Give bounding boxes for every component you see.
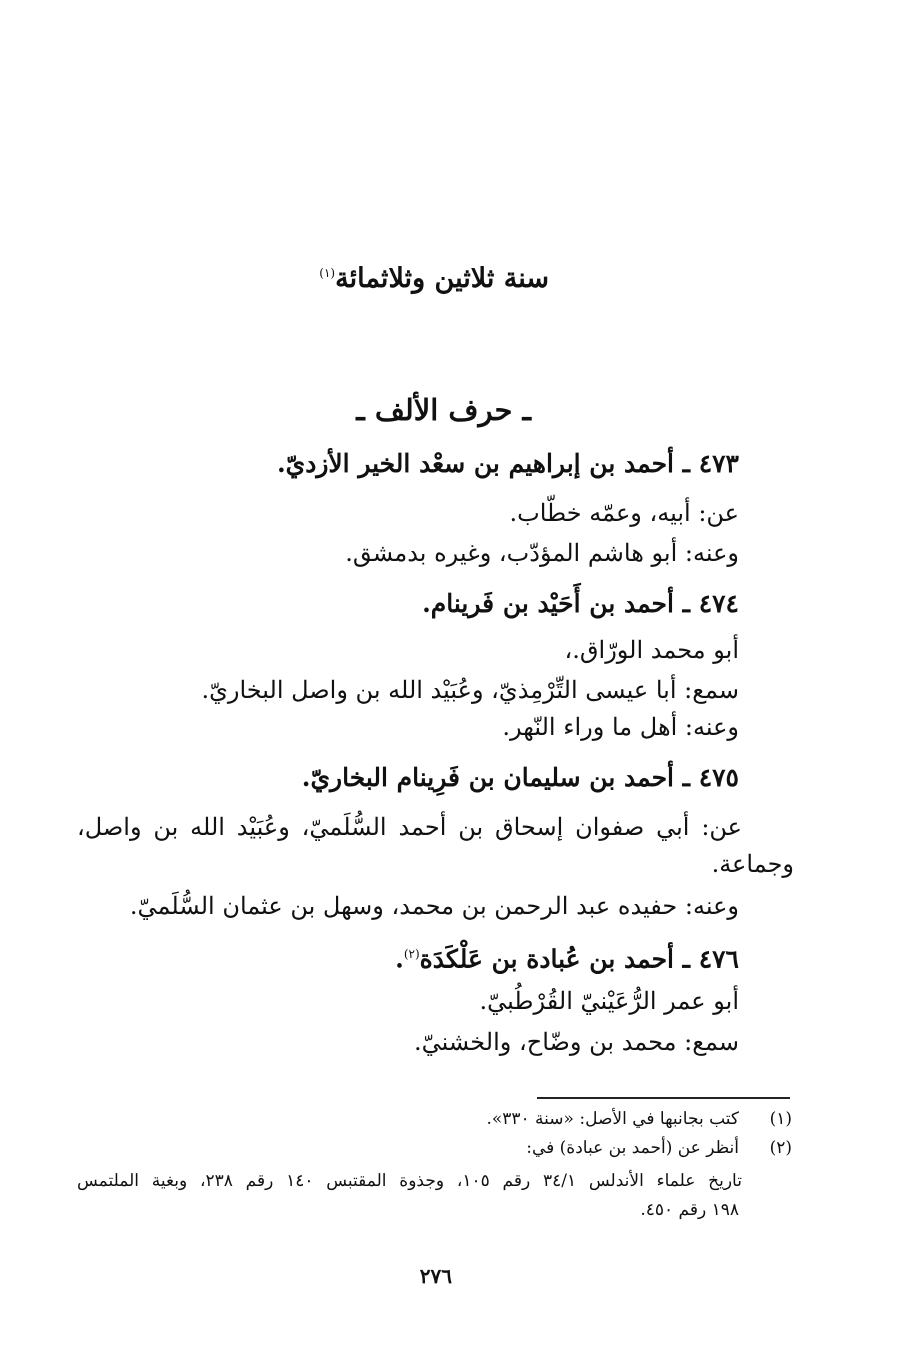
entry-line: وعنه: أهل ما وراء النّهر. bbox=[502, 713, 739, 741]
entry-heading-text: ٤٧٦ ـ أحمد بن عُبادة بن عَلْكَدَة bbox=[419, 944, 739, 974]
entry-heading: ٤٧٣ ـ أحمد بن إبراهيم بن سعْد الخير الأزديّ. bbox=[276, 449, 739, 478]
entry-line: عن: أبيه، وعمّه خطّاب. bbox=[509, 499, 739, 527]
footnote-continuation: ١٩٨ رقم ٤٥٠. bbox=[640, 1200, 739, 1220]
entry-line: أبو محمد الورّاق.، bbox=[564, 636, 739, 664]
entry-line: أبو عمر الرُّعَيْنيّ القُرْطُبيّ. bbox=[479, 987, 739, 1015]
year-title bbox=[319, 257, 549, 295]
entry-heading-end: . bbox=[395, 944, 404, 974]
page-number: ٢٧٦ bbox=[419, 1264, 452, 1288]
footnote-number: (١) bbox=[769, 1109, 792, 1129]
footnote-text: كتب بجانبها في الأصل: «سنة ٣٣٠». bbox=[486, 1109, 739, 1129]
entry-line-justified: عن: أبي صفوان إسحاق بن أحمد السُّلَميّ، وعُبَيْد الله بن واصل، bbox=[77, 813, 742, 841]
entry-line: وعنه: حفيده عبد الرحمن بن محمد، وسهل بن عثمان السُّلَميّ. bbox=[129, 892, 739, 920]
entry-heading bbox=[395, 938, 739, 975]
footnote-text: أنظر عن (أحمد بن عبادة) في: bbox=[526, 1138, 739, 1158]
entry-footnote-ref: (٢) bbox=[403, 947, 420, 961]
footnote-number: (٢) bbox=[769, 1138, 792, 1158]
footnote-separator bbox=[537, 1097, 790, 1099]
entry-line: وجماعة. bbox=[711, 850, 794, 878]
entry-heading: ٤٧٥ ـ أحمد بن سليمان بن فَرِينام البخاريّ. bbox=[301, 763, 739, 792]
year-title-text: سنة ثلاثين وثلاثمائة bbox=[335, 263, 549, 294]
entry-line: وعنه: أبو هاشم المؤدّب، وغيره بدمشق. bbox=[345, 539, 739, 567]
section-heading: ـ حرف الألف ـ bbox=[356, 393, 531, 427]
entry-heading: ٤٧٤ ـ أحمد بن أَحَيْد بن فَرينام. bbox=[422, 589, 739, 618]
footnote-continuation: تاريخ علماء الأندلس ٣٤/١ رقم ١٠٥، وجذوة المقتبس ١٤٠ رقم ٢٣٨، وبغية الملتمس bbox=[77, 1171, 742, 1191]
year-title-footnote-ref: (١) bbox=[319, 266, 336, 280]
entry-line: سمع: محمد بن وضّاح، والخشنيّ. bbox=[414, 1028, 739, 1056]
entry-line: سمع: أبا عيسى التِّرْمِذيّ، وعُبَيْد الله بن واصل البخاريّ. bbox=[201, 676, 739, 704]
